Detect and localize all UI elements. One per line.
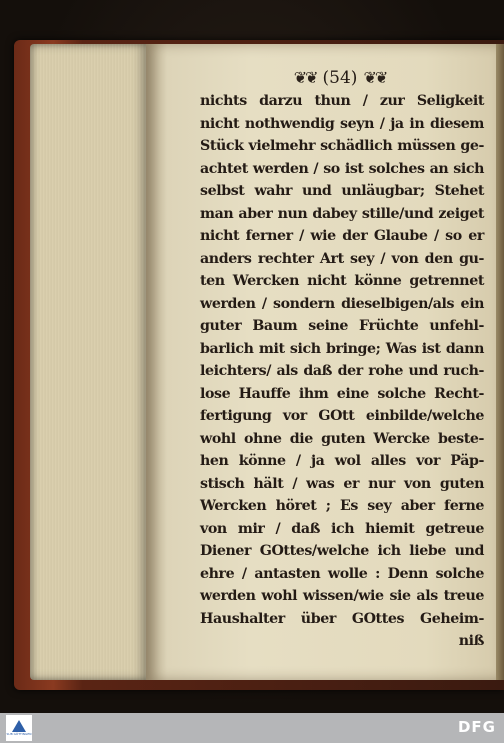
text-line: nichts darzu thun / zur Seligkeit [200,93,484,109]
text-line: lose Hauffe ihm eine solche Recht- [200,385,484,402]
text-line: nicht ferner / wie der Glaube / so er [200,228,484,244]
page-header [285,66,395,90]
text-line: Wercken höret ; Es sey aber ferne [200,498,484,514]
text-line: guter Baum seine Früchte unfehl- [200,318,484,334]
text-line: stisch hält / was er nur von guten [200,475,484,492]
text-line: hen könne / ja wol alles vor Päp- [200,453,484,469]
ornament-right-icon: ❦❦ [363,68,387,87]
text-line: von mir / daß ich hiemit getreue [200,520,484,537]
page-fore-edge [30,44,148,680]
text-line: anders rechter Art sey / von den gu- [200,250,484,267]
library-logo-text: SUB GÖTTINGEN [6,732,32,736]
text-line: Diener GOttes/welche ich liebe und [200,543,484,559]
text-line: man aber nun dabey stille/und zeiget [200,205,484,222]
text-line: Stück vielmehr schädlich müssen ge- [200,138,484,154]
page-number: (54) [322,68,358,88]
text-line: werden wohl wissen/wie sie als treue [200,588,484,604]
text-line: ehre / antasten wolle : Denn solche [200,565,484,582]
library-logo-icon[interactable] [6,715,32,741]
text-line: fertigung vor GOtt einbilde/welche [200,408,484,424]
viewer-footer [0,713,504,743]
text-line: leichters/ als daß der rohe und ruch- [200,363,484,379]
ornament-left-icon: ❦❦ [293,68,317,87]
text-line: Haushalter über GOttes Geheim- [200,610,484,627]
catchword: niß [458,633,484,649]
page-rim [496,44,504,680]
text-line: nicht nothwendig seyn / ja in diesem [200,115,484,132]
text-line: wohl ohne die guten Wercke beste- [200,430,484,447]
text-line: achtet werden / so ist solches an sich [200,160,484,177]
dfg-logo[interactable]: DFG [457,718,496,736]
text-line: ten Wercken nicht könne getrennet [200,273,484,289]
text-line: barlich mit sich bringe; Was ist dann [200,340,484,357]
text-line: werden / sondern dieselbigen/als ein [200,295,484,312]
text-line: selbst wahr und unläugbar; Stehet [200,183,484,199]
page-text [200,90,484,653]
